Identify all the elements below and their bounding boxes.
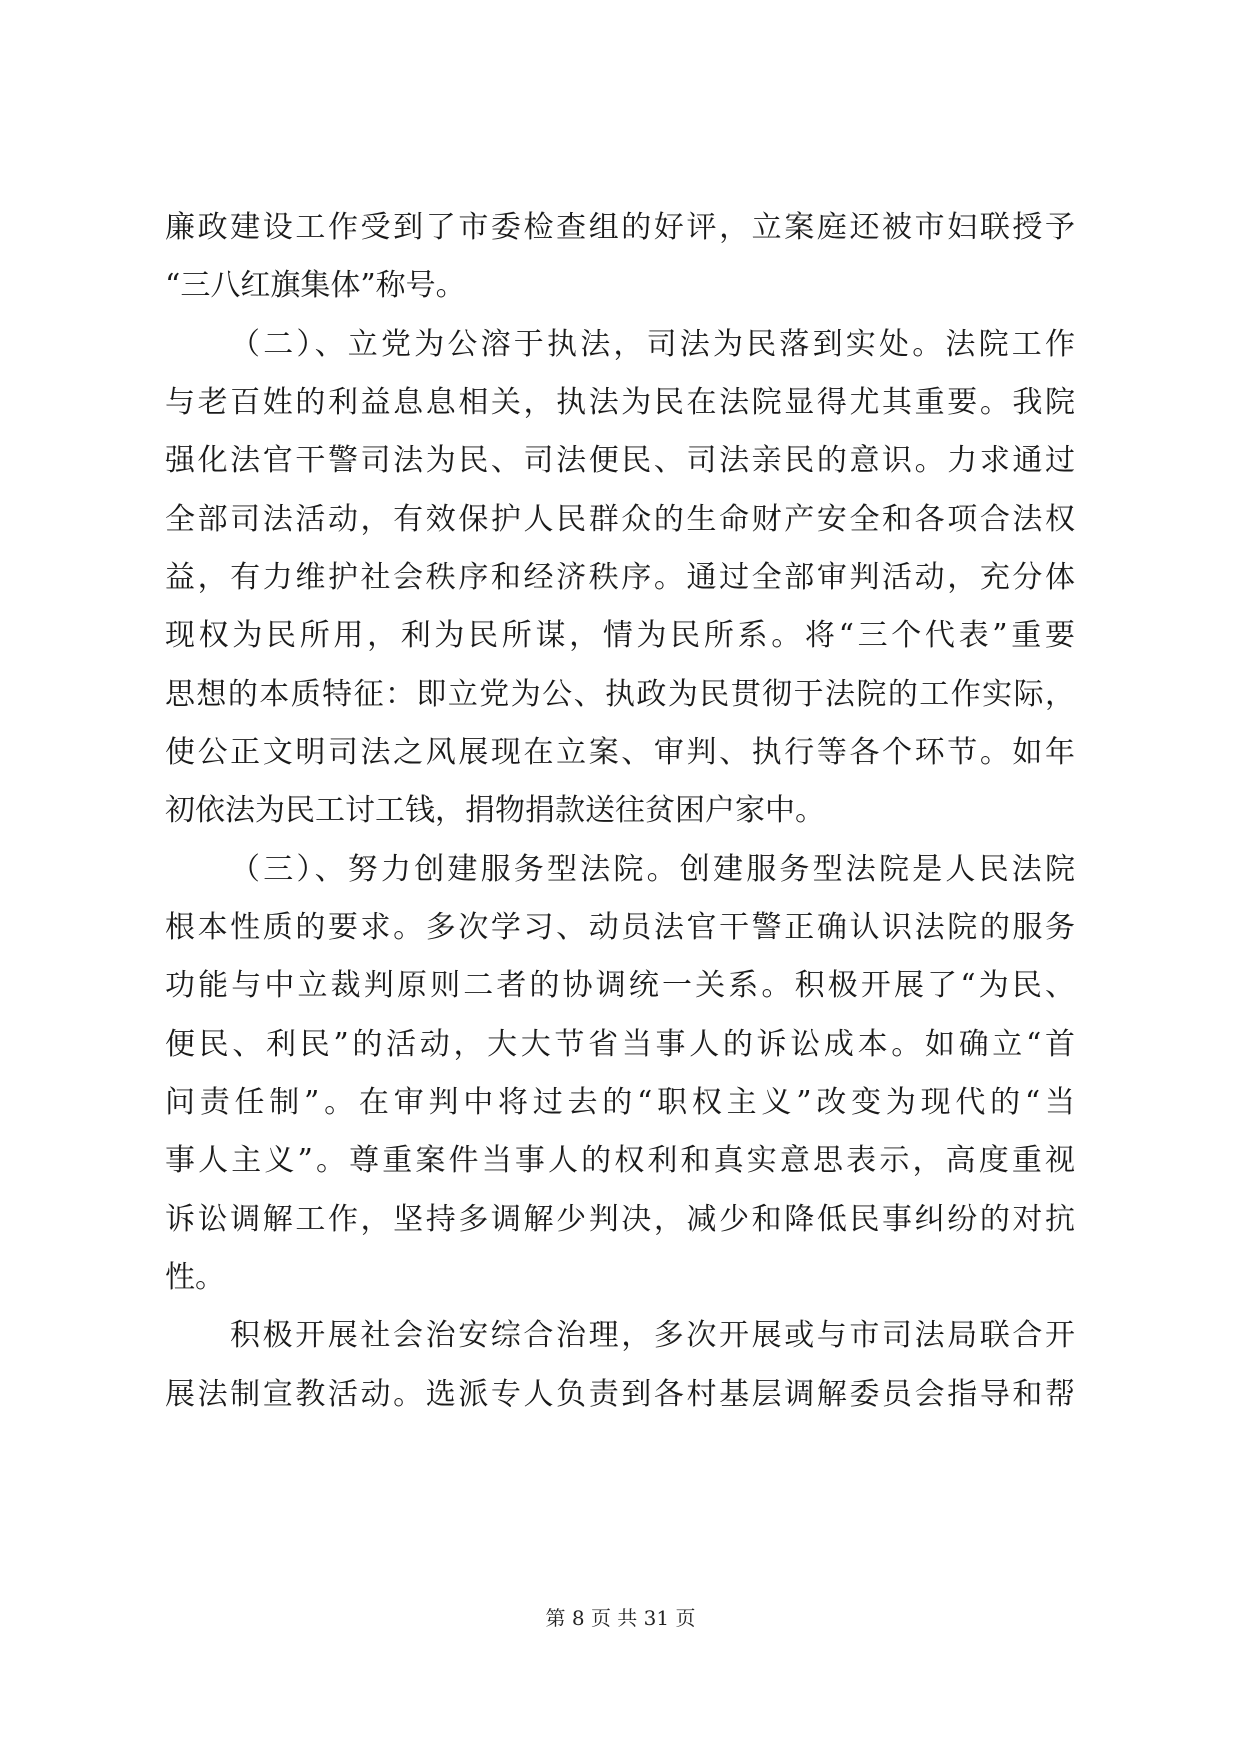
text-line-21: 展法制宣教活动。选派专人负责到各村基层调解委员会指导和帮 — [165, 1377, 1075, 1412]
text-line-17: 事人主义”。尊重案件当事人的权利和真实意思表示，高度重视 — [165, 1143, 1075, 1178]
text-line-20: 积极开展社会治安综合治理，多次开展或与市司法局联合开 — [230, 1318, 1075, 1353]
text-line-14: 功能与中立裁判原则二者的协调统一关系。积极开展了“为民、 — [165, 968, 1075, 1003]
text-line-18: 诉讼调解工作，坚持多调解少判决，减少和降低民事纠纷的对抗 — [165, 1202, 1075, 1237]
text-line-6: 全部司法活动，有效保护人民群众的生命财产安全和各项合法权 — [165, 502, 1075, 537]
text-line-15: 便民、利民”的活动，大大节省当事人的诉讼成本。如确立“首 — [165, 1027, 1075, 1062]
text-line-13: 根本性质的要求。多次学习、动员法官干警正确认识法院的服务 — [165, 910, 1075, 945]
text-line-7: 益，有力维护社会秩序和经济秩序。通过全部审判活动，充分体 — [165, 560, 1075, 595]
text-line-2: “三八红旗集体”称号。 — [165, 268, 466, 303]
text-line-8: 现权为民所用，利为民所谋，情为民所系。将“三个代表”重要 — [165, 618, 1075, 653]
text-line-9: 思想的本质特征：即立党为公、执政为民贯彻于法院的工作实际， — [165, 677, 1075, 712]
text-line-10: 使公正文明司法之风展现在立案、审判、执行等各个环节。如年 — [165, 735, 1075, 770]
text-line-12: （三）、努力创建服务型法院。创建服务型法院是人民法院 — [230, 852, 1075, 887]
text-line-19: 性。 — [165, 1260, 225, 1295]
text-line-11: 初依法为民工讨工钱，捐物捐款送往贫困户家中。 — [165, 793, 825, 828]
text-line-3: （二）、立党为公溶于执法，司法为民落到实处。法院工作 — [230, 327, 1075, 362]
text-line-16: 问责任制”。在审判中将过去的“职权主义”改变为现代的“当 — [165, 1085, 1075, 1120]
text-line-4: 与老百姓的利益息息相关，执法为民在法院显得尤其重要。我院 — [165, 385, 1075, 420]
text-line-1: 廉政建设工作受到了市委检查组的好评，立案庭还被市妇联授予 — [165, 210, 1075, 245]
page-number-footer: 第 8 页 共 31 页 — [545, 1606, 696, 1630]
text-line-5: 强化法官干警司法为民、司法便民、司法亲民的意识。力求通过 — [165, 443, 1075, 478]
